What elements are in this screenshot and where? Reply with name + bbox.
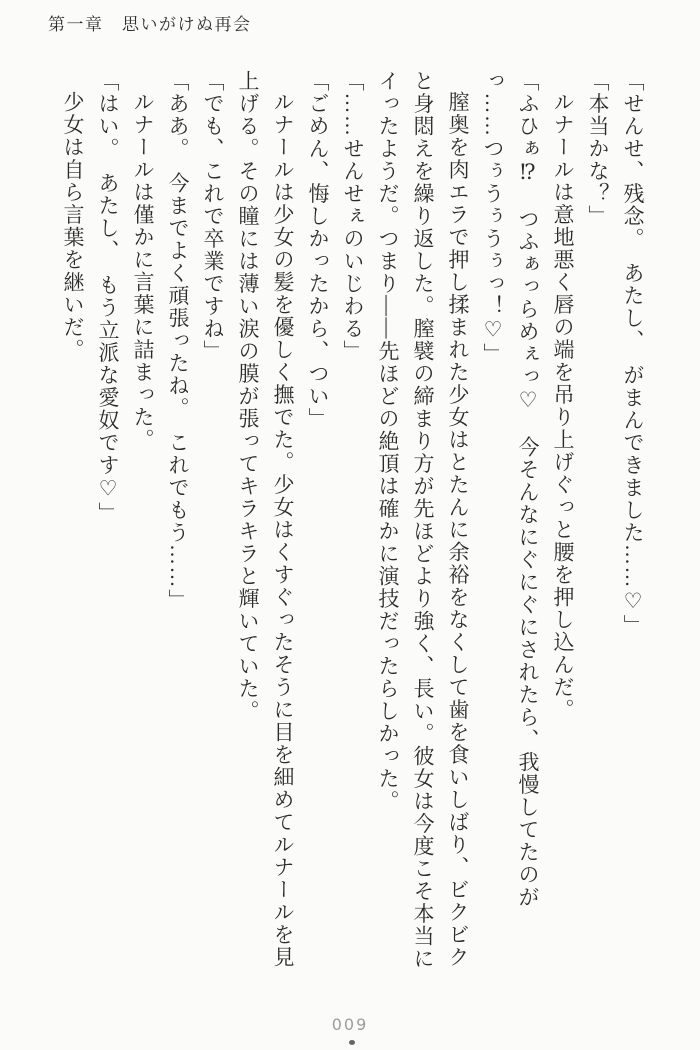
vertical-text-body	[40, 70, 650, 975]
ink-dot-artifact	[349, 1040, 355, 1045]
paragraph-11-narration: ルナールは僅かに言葉に詰まった。	[131, 91, 155, 451]
paragraph-3-narration: ルナールは意地悪く唇の端を吊り上げぐっと腰を押し込んだ。	[551, 91, 575, 721]
page-number: 009	[331, 1015, 369, 1034]
paragraph-9-dialogue: 「でも、これで卒業ですね」	[201, 70, 225, 363]
paragraph-4-dialogue: 「ふひぁ⁉ つふぁっらめぇっ♡ 今そんなにぐにぐにされたら、我慢してたのがっ……つぅうぅうぅっ！♡」	[481, 70, 540, 909]
paragraph-8-narration: ルナールは少女の髪を優しく撫でた。少女はくすぐったそうに目を細めてルナールを見上げる。その瞳には薄い涙の膜が張ってキラキラと輝いていた。	[236, 70, 295, 969]
paragraph-12-dialogue: 「はい。 あたし、 もう立派な愛奴です♡」	[96, 70, 120, 525]
paragraph-7-dialogue: 「ごめん、悔しかったから、つい」	[306, 70, 330, 430]
paragraph-1-dialogue: 「せんせ、残念。 あたし、 がまんできました……♡」	[621, 70, 645, 637]
chapter-header: 第一章 思いがけぬ再会	[48, 15, 252, 34]
paragraph-5-narration: 膣奥を肉エラで押し揉まれた少女はとたんに余裕をなくして歯を食いしばり、ビクビクと身悶えを繰り返した。膣襞の締まり方が先ほどより強く、長い。彼女は今度こそ本当にイったようだ。つまり――先ほどの絶頂は確かに演技だったらしかった。	[376, 70, 470, 970]
paragraph-13-narration: 少女は自ら言葉を継いだ。	[61, 91, 85, 361]
paragraph-10-dialogue: 「ああ。 今までよく頑張ったね。 これでもう……」	[166, 70, 190, 612]
paragraph-6-dialogue: 「……せんせぇのいじわる」	[341, 70, 365, 363]
paragraph-2-dialogue: 「本当かな？」	[586, 70, 610, 228]
